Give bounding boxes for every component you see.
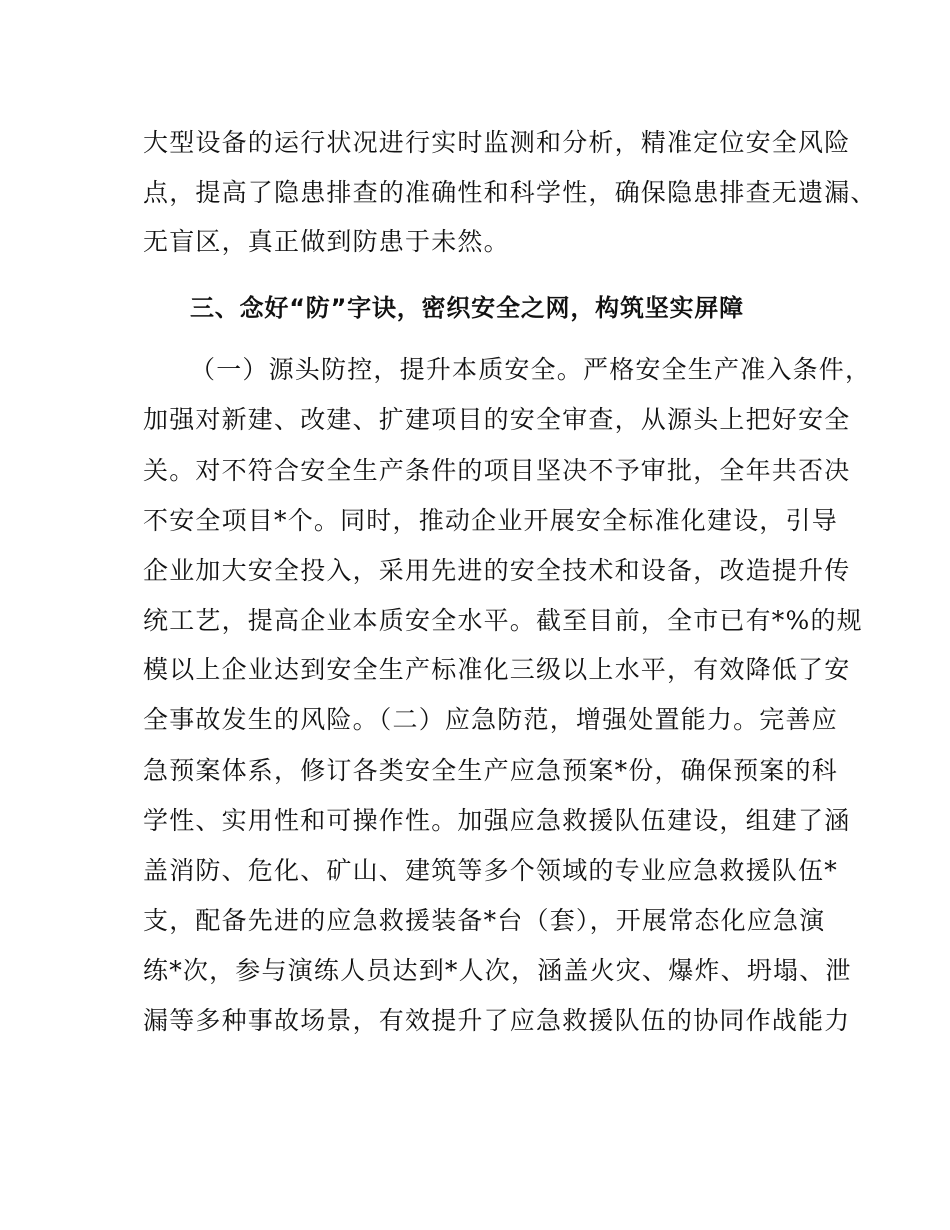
text-line: 关。对不符合安全生产条件的项目坚决不予审批，全年共否决 xyxy=(143,456,851,485)
text-line: 急预案体系，修订各类安全生产应急预案*份，确保预案的科 xyxy=(143,756,838,785)
section-heading: 三、念好“防”字诀，密织安全之网，构筑坚实屏障 xyxy=(190,294,744,322)
text-line: 盖消防、危化、矿山、建筑等多个领域的专业应急救援队伍* xyxy=(143,856,838,885)
text-line: 点，提高了隐患排查的准确性和科学性，确保隐患排查无遗漏、 xyxy=(143,178,877,207)
text-line: 统工艺，提高企业本质安全水平。截至目前，全市已有*%的规 xyxy=(143,606,863,635)
text-line: 模以上企业达到安全生产标准化三级以上水平，有效降低了安 xyxy=(143,655,851,684)
text-line: 漏等多种事故场景，有效提升了应急救援队伍的协同作战能力 xyxy=(143,1006,851,1035)
text-line: 支，配备先进的应急救援装备*台（套），开展常态化应急演 xyxy=(143,906,826,935)
text-line: 无盲区，真正做到防患于未然。 xyxy=(143,227,510,256)
text-line: （一）源头防控，提升本质安全。严格安全生产准入条件， xyxy=(190,355,872,384)
text-line: 全事故发生的风险。（二）应急防范，增强处置能力。完善应 xyxy=(143,705,838,734)
text-line: 企业加大安全投入，采用先进的安全技术和设备，改造提升传 xyxy=(143,556,851,585)
text-line: 不安全项目*个。同时，推动企业开展安全标准化建设，引导 xyxy=(143,506,838,535)
text-line: 大型设备的运行状况进行实时监测和分析，精准定位安全风险 xyxy=(143,128,851,157)
text-line: 学性、实用性和可操作性。加强应急救援队伍建设，组建了涵 xyxy=(143,806,851,835)
text-line: 练*次，参与演练人员达到*人次，涵盖火灾、爆炸、坍塌、泄 xyxy=(143,956,852,985)
text-line: 加强对新建、改建、扩建项目的安全审查，从源头上把好安全 xyxy=(143,405,851,434)
